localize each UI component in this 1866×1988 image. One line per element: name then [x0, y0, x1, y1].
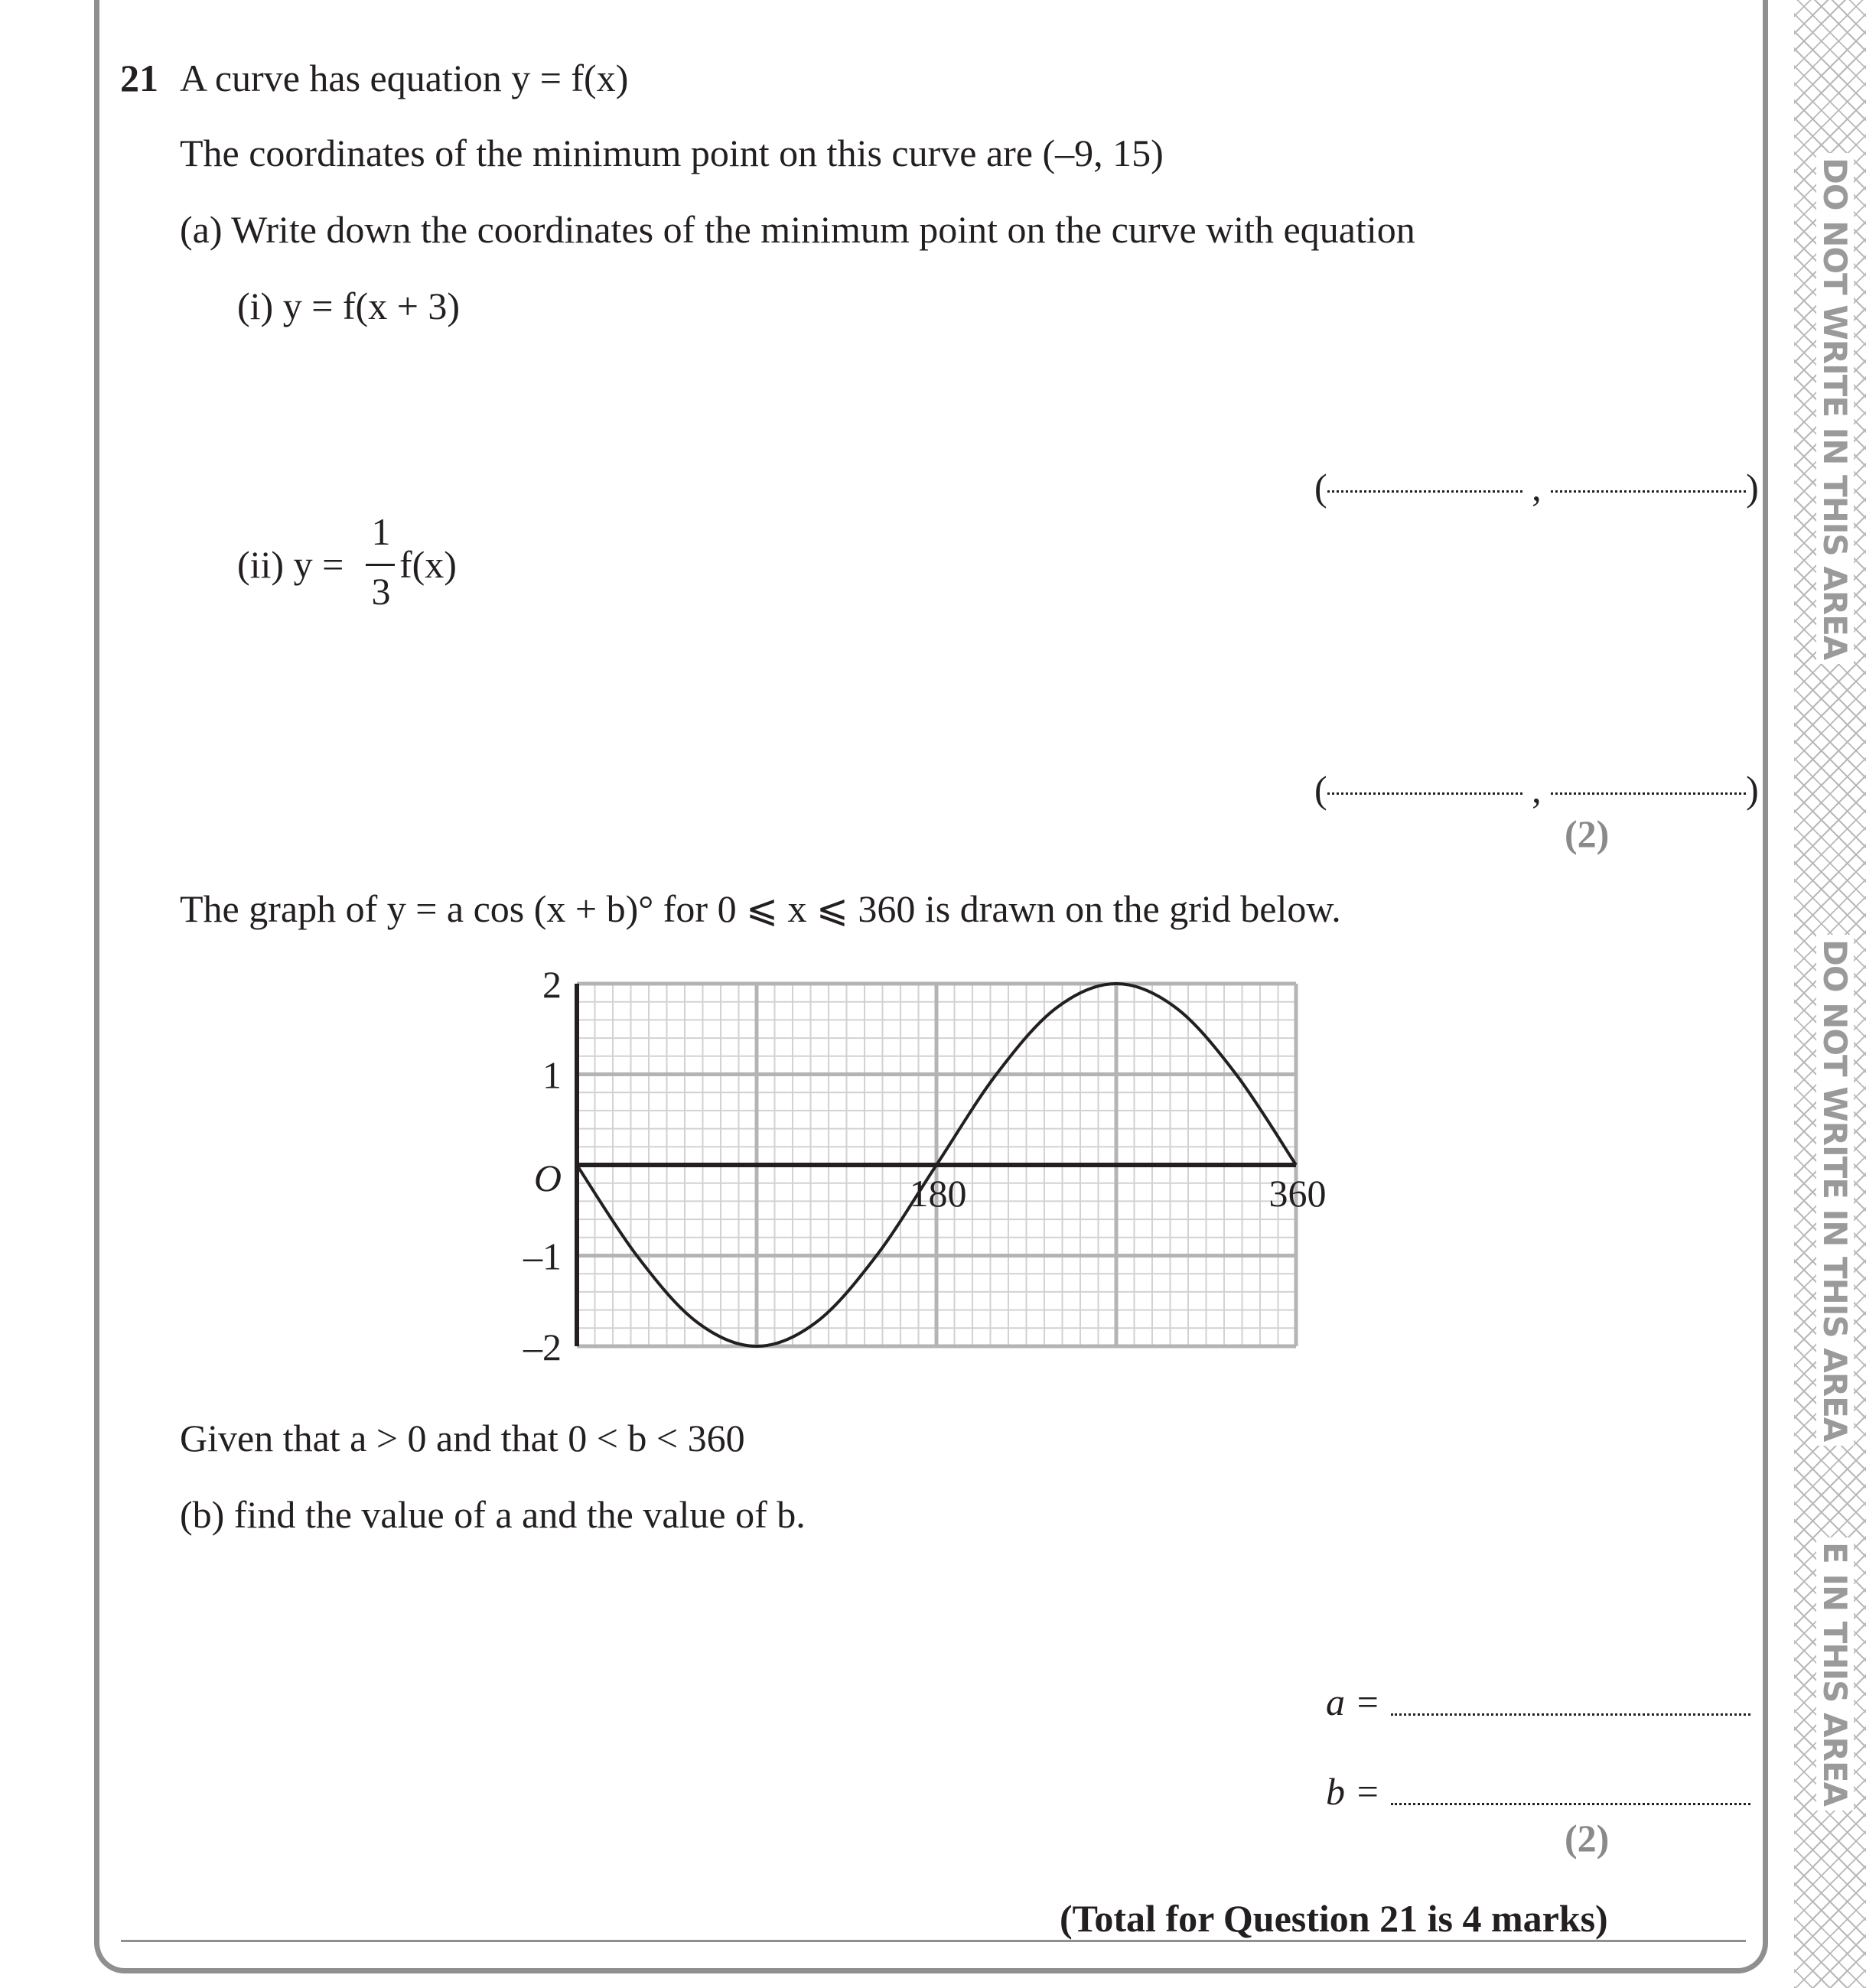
- margin-warning-3: E IN THIS AREA: [1816, 1537, 1854, 1811]
- answer-b-line[interactable]: [1391, 1803, 1750, 1805]
- bottom-rule: [121, 1940, 1746, 1942]
- fraction-numerator: 1: [371, 510, 391, 553]
- minimum-point-statement: The coordinates of the minimum point on this curve are (–9, 15): [180, 132, 1164, 174]
- question-intro: A curve has equation y = f(x): [180, 57, 629, 99]
- margin-strip: [1794, 0, 1866, 1988]
- given-condition: Given that a > 0 and that 0 < b < 360: [180, 1417, 745, 1459]
- y-tick-label: –2: [523, 1326, 562, 1368]
- total-marks: (Total for Question 21 is 4 marks): [1060, 1897, 1608, 1940]
- question-number: 21: [120, 57, 158, 99]
- fraction-denominator: 3: [371, 570, 391, 613]
- margin-warning-2: DO NOT WRITE IN THIS AREA: [1816, 935, 1854, 1446]
- graph-intro: The graph of y = a cos (x + b)° for 0 ⩽ x ⩽ 360 is drawn on the grid below.: [180, 887, 1341, 930]
- answer-a-line[interactable]: [1391, 1713, 1750, 1716]
- part-b-prompt: (b) find the value of a and the value of b.: [180, 1493, 806, 1536]
- part-a-i-equation: (i) y = f(x + 3): [237, 285, 461, 327]
- y-tick-label: 2: [542, 963, 562, 1006]
- y-tick-label: –1: [523, 1235, 562, 1278]
- b-label: b =: [1326, 1770, 1381, 1813]
- part-a-ii-label: (ii) y =: [237, 543, 344, 586]
- part-a-ii-function: f(x): [399, 543, 457, 586]
- y-tick-label: O: [533, 1157, 562, 1199]
- x-tick-label: 360: [1268, 1172, 1327, 1215]
- marks-part-b: (2): [1565, 1817, 1610, 1859]
- answer-a-i: ( , ): [1314, 466, 1759, 509]
- part-a-prompt: (a) Write down the coordinates of the minimum point on the curve with equation: [180, 208, 1415, 251]
- marks-part-a: (2): [1565, 812, 1610, 855]
- answer-a-ii: ( , ): [1314, 768, 1759, 811]
- y-tick-label: 1: [542, 1053, 562, 1097]
- a-label: a =: [1326, 1681, 1381, 1723]
- margin-warning-1: DO NOT WRITE IN THIS AREA: [1816, 153, 1854, 664]
- x-tick-label: 180: [909, 1172, 967, 1215]
